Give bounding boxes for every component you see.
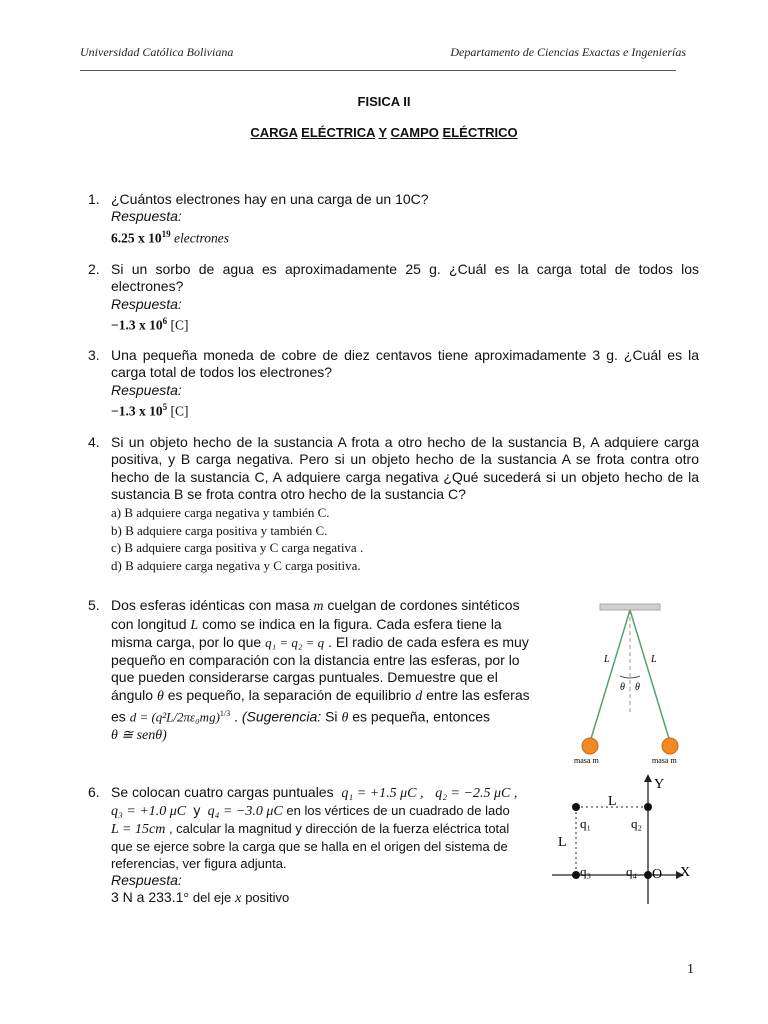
q3-label: q₃ [580,864,592,879]
charge-q1-point [572,803,580,811]
axis-x-label: X [680,865,691,880]
question-2 [111,261,699,334]
charge-q4: q₄ = −3.0 μC [207,804,283,819]
q6-line [111,820,543,838]
question-text: Una pequeña moneda de cobre de diez centavos tiene aproximadamente 3 g. ¿Cuál es la carga total de todos los electrones? [111,347,699,381]
text: en los vértices de un cuadrado de lado [286,803,510,818]
var-L: L [190,617,199,633]
option-b: b) B adquiere carga positiva y también C. [111,522,328,538]
text: Si [325,708,338,725]
option-a: a) B adquiere carga negativa y también C. [111,505,330,521]
answer-value: −1.3 x 10 [111,403,163,419]
equation: d = (q²L/2πε₀mg) [129,709,220,725]
var-x: x [235,891,242,906]
charge-q1: q₁ = +1.5 μC , [341,786,424,801]
side-left-label: L [558,835,567,850]
sphere-right [662,738,678,754]
answer-value: 6.25 x 10 [111,230,162,246]
q6-line [111,802,543,820]
q6-line: que se ejerce sobre la carga que se halla en el origen del sistema de [111,839,508,854]
page-title: FISICA II [357,94,411,109]
degree-symbol: ° [183,891,189,906]
equation: q₁ = q₂ = q [265,635,325,650]
option-d: d) B adquiere carga negativa y C carga positiva. [111,557,361,573]
y-axis-arrow [644,774,652,782]
q5-line: que pueden considerarse cargas puntuales. Demuestre que el [111,669,498,685]
axis-y-label: Y [654,777,665,792]
subtitle-word: CAMPO [390,125,439,140]
question-4 [111,434,699,574]
q4-label: q₄ [626,864,638,879]
question-6 [111,784,543,907]
question-number: 2. [88,261,100,277]
mass-label-right: masa m [652,756,677,765]
q5-line [111,634,559,652]
text: Dos esferas idénticas con masa [111,597,310,613]
text: misma carga, por lo que [111,634,262,650]
text: como se indica en la figura. Cada esfera tiene la [202,615,502,632]
q5-line [111,705,559,727]
q6-line [111,784,543,802]
hint-label: (Sugerencia: [241,708,322,725]
q2-label: q₂ [631,816,643,831]
answer [111,226,671,247]
text: , calcular la magnitud y dirección de la fuerza eléctrica total [168,821,510,836]
q6-line: referencias, ver figura adjunta. [111,856,287,871]
response-label: Respuesta: [111,381,182,398]
charge-q2: q₂ = −2.5 μC , [435,786,518,801]
answer [111,889,543,907]
answer-value: 3 N a 233.1 [111,889,184,905]
subtitle-word: ELÉCTRICO [442,125,518,140]
response-label: Respuesta: [111,295,182,312]
label-L-right: L [651,654,657,665]
response-label: Respuesta: [111,208,182,225]
q1-label: q₁ [580,816,592,831]
text: . [234,708,238,725]
answer-unit: [C] [170,317,189,333]
question-text: Si un sorbo de agua es aproximadamente 25 g. ¿Cuál es la carga total de todos los electrones? [111,261,699,295]
text: ángulo [111,686,154,703]
answer-value: −1.3 x 10 [111,317,163,333]
answer-exponent: 6 [162,315,168,326]
exponent: 1/3 [219,709,231,718]
text: entre las esferas [426,686,530,703]
question-number: 3. [88,347,100,363]
charge-q3-point [572,871,580,879]
charges-square-figure [548,770,704,912]
label-theta-right: θ [635,682,640,693]
string-left [590,610,630,742]
mass-label-left: masa m [574,756,599,765]
ceiling-support [600,604,660,610]
question-number: 1. [88,191,100,207]
answer-exponent: 5 [162,401,168,412]
answer [111,399,699,420]
text: cuelgan de cordones sintéticos [327,597,520,613]
option-c: c) B adquiere carga positiva y C carga negativa . [111,540,364,556]
origin-label: O [652,867,663,882]
label-L-left: L [604,654,610,665]
text: del eje [192,890,232,905]
text: con longitud [111,615,187,632]
q5-line: θ ≅ senθ) [111,728,167,744]
question-number: 5. [88,597,100,613]
answer-unit: electrones [174,230,229,246]
question-number: 6. [88,784,100,800]
sphere-left [582,738,598,754]
subtitle-word: CARGA [250,125,298,140]
charge-q3: q₃ = +1.0 μC [111,804,187,819]
pendulum-figure [566,600,738,772]
var-theta: θ [341,710,349,726]
question-number: 4. [88,434,100,450]
header-institution: Universidad Católica Boliviana [80,45,234,59]
side-length: L = 15cm [111,822,166,837]
text: es [111,708,126,725]
text: positivo [245,890,290,905]
answer-exponent: 19 [161,228,171,239]
var-d: d [415,688,423,704]
q5-line: pequeño en comparación con la distancia entre las esferas, por lo [111,651,520,668]
text: es pequeño, la separación de equilibrio [167,686,412,703]
question-text: ¿Cuántos electrones hay en una carga de un 10C? [111,191,429,207]
text: y [193,802,201,818]
question-5 [111,597,559,745]
q5-line [111,616,559,635]
header-rule [80,70,676,71]
answer [111,313,699,334]
var-theta: θ [156,688,164,704]
option-list [111,504,699,574]
q5-line [111,597,559,616]
charge-q4-point [644,871,652,879]
subtitle-word: ELÉCTRICA [301,125,376,140]
label-theta-left: θ [620,682,625,693]
q5-line [111,687,559,706]
header-department: Departamento de Ciencias Exactas e Ingenierías [450,45,686,59]
response-label: Respuesta: [111,872,182,888]
text: . El radio de cada esfera es muy [328,634,529,650]
answer-unit: [C] [170,403,189,419]
question-text: Si un objeto hecho de la sustancia A frota a otro hecho de la sustancia B, A adquiere carga positiva, y B carga negativa. Pero si un objeto hecho de la sustancia A se frota contra otro hecho de la sustancia C, A adquiere carga negativa ¿Qué sucederá si un objeto hecho de la sustancia B se frota contra otro hecho de la sustancia C? [111,434,699,502]
side-top-label: L [608,794,617,809]
question-1 [111,191,671,246]
var-m: m [313,599,324,614]
text: Se colocan cuatro cargas puntuales [111,784,334,800]
question-3 [111,347,699,420]
string-right [630,610,670,742]
page-subtitle [0,125,768,140]
page-number: 1 [687,962,694,977]
charge-q2-point [644,803,652,811]
subtitle-word: Y [378,125,387,140]
text: es pequeña, entonces [352,708,490,725]
